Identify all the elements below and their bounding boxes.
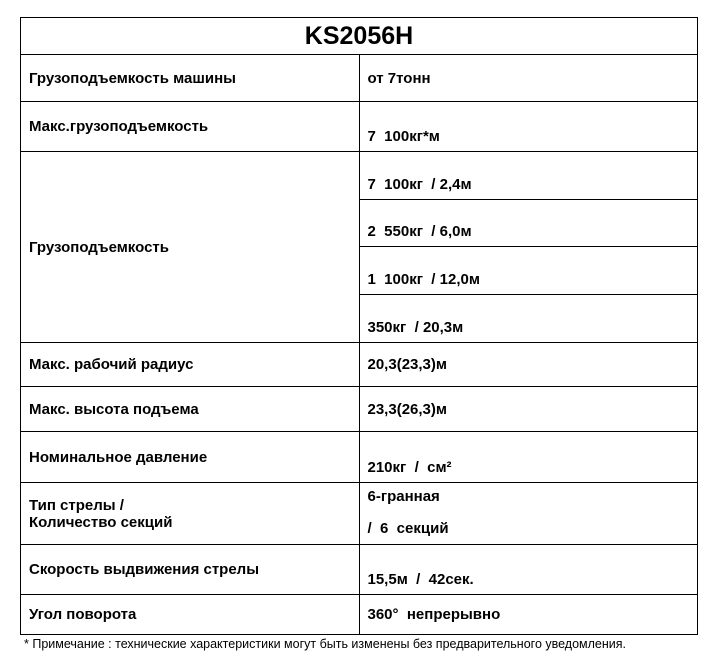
spec-table (20, 17, 698, 635)
row-value-max-capacity: 7 100кг*м (359, 102, 698, 152)
boom-type-value-line1: 6-гранная (367, 488, 440, 505)
row-value-rotation: 360° непрерывно (359, 595, 698, 635)
row-value-boom-speed: 15,5м / 42сек. (359, 545, 698, 595)
boom-type-label-line2: Количество секций (29, 513, 173, 531)
boom-type-value-line2: / 6 секций (367, 520, 449, 537)
row-value-max-height: 23,3(26,3)м (359, 387, 698, 432)
row-label-rotation: Угол поворота (21, 595, 360, 635)
row-label-boom-speed: Скорость выдвижения стрелы (21, 545, 360, 595)
row-value-capacity-machine: от 7тонн (359, 55, 698, 102)
row-label-pressure: Номинальное давление (21, 432, 360, 483)
row-label-max-capacity: Макс.грузоподъемкость (21, 102, 360, 152)
row-value-max-radius: 20,3(23,3)м (359, 343, 698, 387)
row-label-capacity-machine: Грузоподъемкость машины (21, 55, 360, 102)
row-label-boom-type (21, 483, 360, 545)
row-value-capacity-4: 350кг / 20,3м (359, 295, 698, 343)
row-value-capacity-2: 2 550кг / 6,0м (359, 200, 698, 247)
row-value-capacity-1: 7 100кг / 2,4м (359, 152, 698, 200)
row-label-capacity: Грузоподъемкость (21, 152, 360, 343)
table-title: KS2056H (21, 18, 698, 55)
row-value-pressure: 210кг / см² (359, 432, 698, 483)
row-label-max-height: Макс. высота подъема (21, 387, 360, 432)
row-value-capacity-3: 1 100кг / 12,0м (359, 247, 698, 295)
row-label-max-radius: Макс. рабочий радиус (21, 343, 360, 387)
boom-type-label-line1: Тип стрелы / (29, 496, 124, 514)
footnote: * Примечание : технические характеристики могут быть изменены без предварительного уведомления. (24, 637, 627, 651)
row-value-boom-type (359, 483, 698, 545)
